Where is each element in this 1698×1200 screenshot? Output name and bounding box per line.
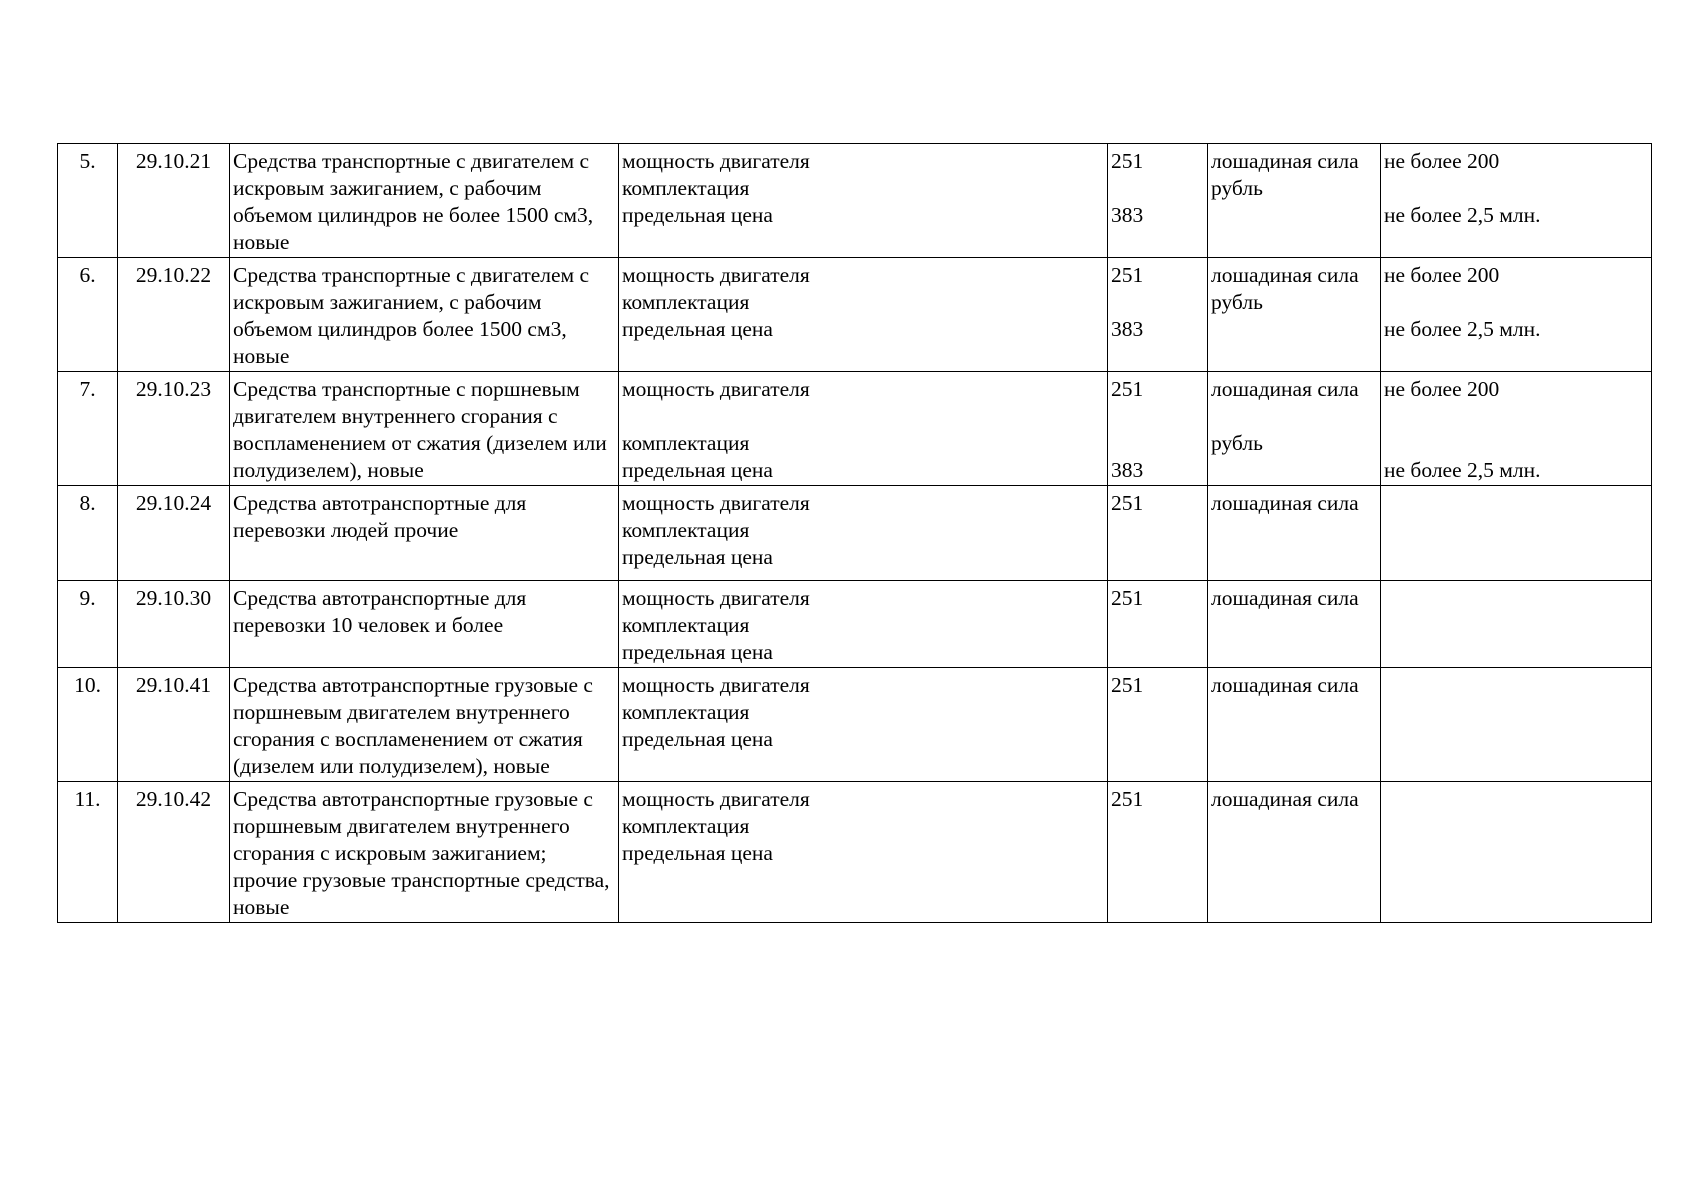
- table-row: [58, 668, 1652, 782]
- description-cell: [230, 144, 619, 258]
- value-cell: [1381, 486, 1652, 581]
- unit-name: [1211, 457, 1377, 484]
- characteristic-name: мощность двигателя: [622, 586, 810, 610]
- okei-code: 251: [1111, 787, 1144, 811]
- unit-cell: [1208, 782, 1381, 923]
- okei-code: [1111, 175, 1204, 202]
- okpd-code: 29.10.41: [135, 673, 212, 697]
- description-cell: [230, 782, 619, 923]
- unit-name: лошадиная сила: [1211, 377, 1359, 401]
- table-body: [58, 144, 1652, 923]
- item-description: Средства транспортные с двигателем с искровым зажиганием, с рабочим объемом цилиндров более 1500 см3, новые: [233, 263, 590, 368]
- characteristic-name: комплектация: [622, 176, 750, 200]
- value-cell: [1381, 581, 1652, 668]
- row-number: 10.: [74, 673, 101, 697]
- item-description: Средства транспортные с двигателем с искровым зажиганием, с рабочим объемом цилиндров не более 1500 см3, новые: [233, 149, 594, 254]
- characteristic-name: мощность двигателя: [622, 673, 810, 697]
- item-description: Средства автотранспортные грузовые с поршневым двигателем внутреннего сгорания с искровым зажиганием; прочие грузовые транспортные средства, новые: [233, 787, 610, 919]
- okpd-code-cell: [118, 486, 230, 581]
- okei-code-cell: [1108, 581, 1208, 668]
- okpd-code-cell: [118, 372, 230, 486]
- characteristic-name: комплектация: [622, 518, 750, 542]
- table-row: [58, 258, 1652, 372]
- characteristic-name: мощность двигателя: [622, 787, 810, 811]
- characteristic-name: комплектация: [622, 700, 750, 724]
- okei-code-cell: [1108, 372, 1208, 486]
- characteristic-name: предельная цена: [622, 640, 773, 664]
- okei-code: [1111, 289, 1204, 316]
- characteristic-name: предельная цена: [622, 727, 773, 751]
- row-number: 9.: [79, 586, 96, 610]
- okei-code: 251: [1111, 491, 1144, 515]
- row-number: 11.: [74, 787, 101, 811]
- value-cell: [1381, 782, 1652, 923]
- okpd-code: 29.10.22: [135, 263, 212, 287]
- description-cell: [230, 486, 619, 581]
- okei-code-cell: [1108, 258, 1208, 372]
- okpd-code-cell: [118, 144, 230, 258]
- value-cell: [1381, 258, 1652, 372]
- characteristics-cell: [619, 668, 1108, 782]
- row-number-cell: [58, 258, 118, 372]
- limit-value: [1384, 289, 1648, 316]
- unit-cell: [1208, 258, 1381, 372]
- unit-name: рубль: [1211, 290, 1263, 314]
- description-cell: [230, 668, 619, 782]
- unit-cell: [1208, 486, 1381, 581]
- transport-requirements-table: [57, 143, 1652, 923]
- okei-code: 383: [1111, 458, 1144, 482]
- characteristic-name: комплектация: [622, 613, 750, 637]
- table-row: [58, 486, 1652, 581]
- item-description: Средства автотранспортные для перевозки людей прочие: [233, 491, 527, 542]
- characteristics-cell: [619, 258, 1108, 372]
- characteristic-name: комплектация: [622, 814, 750, 838]
- characteristic-name: предельная цена: [622, 458, 773, 482]
- okei-code: 383: [1111, 203, 1144, 227]
- characteristic-name: предельная цена: [622, 545, 773, 569]
- characteristics-cell: [619, 372, 1108, 486]
- okpd-code-cell: [118, 782, 230, 923]
- row-number: 8.: [79, 491, 96, 515]
- row-number-cell: [58, 581, 118, 668]
- item-description: Средства транспортные с поршневым двигателем внутреннего сгорания с воспламенением от сжатия (дизелем или полудизелем), новые: [233, 377, 607, 482]
- okei-code: 383: [1111, 317, 1144, 341]
- characteristics-cell: [619, 782, 1108, 923]
- row-number-cell: [58, 668, 118, 782]
- row-number-cell: [58, 782, 118, 923]
- limit-value: не более 2,5 млн.: [1384, 317, 1541, 341]
- item-description: Средства автотранспортные грузовые с поршневым двигателем внутреннего сгорания с воспламенением от сжатия (дизелем или полудизелем), новые: [233, 673, 593, 778]
- okpd-code: 29.10.30: [135, 586, 212, 610]
- row-number-cell: [58, 486, 118, 581]
- okpd-code: 29.10.23: [135, 377, 212, 401]
- characteristic-name: предельная цена: [622, 841, 773, 865]
- table-row: [58, 144, 1652, 258]
- okei-code: 251: [1111, 586, 1144, 610]
- characteristics-cell: [619, 486, 1108, 581]
- characteristic-name: предельная цена: [622, 317, 773, 341]
- unit-name: [1211, 202, 1377, 229]
- characteristic-name: предельная цена: [622, 203, 773, 227]
- okei-code: 251: [1111, 149, 1144, 173]
- table-row: [58, 581, 1652, 668]
- characteristics-cell: [619, 581, 1108, 668]
- okpd-code-cell: [118, 668, 230, 782]
- unit-cell: [1208, 668, 1381, 782]
- table-row: [58, 372, 1652, 486]
- value-cell: [1381, 668, 1652, 782]
- characteristic-name: [622, 403, 1104, 430]
- limit-value: [1384, 430, 1648, 457]
- okei-code: [1111, 403, 1204, 430]
- characteristic-name: мощность двигателя: [622, 149, 810, 173]
- okpd-code-cell: [118, 258, 230, 372]
- okpd-code-cell: [118, 581, 230, 668]
- characteristics-cell: [619, 144, 1108, 258]
- okei-code: 251: [1111, 377, 1144, 401]
- table-row: [58, 782, 1652, 923]
- characteristic-name: мощность двигателя: [622, 377, 810, 401]
- row-number: 7.: [79, 377, 96, 401]
- limit-value: не более 200: [1384, 263, 1500, 287]
- limit-value: не более 2,5 млн.: [1384, 458, 1541, 482]
- okpd-code: 29.10.24: [135, 491, 212, 515]
- characteristic-name: комплектация: [622, 431, 750, 455]
- unit-name: лошадиная сила: [1211, 263, 1359, 287]
- okei-code-cell: [1108, 668, 1208, 782]
- description-cell: [230, 372, 619, 486]
- okei-code: 251: [1111, 263, 1144, 287]
- unit-name: лошадиная сила: [1211, 673, 1359, 697]
- row-number-cell: [58, 372, 118, 486]
- characteristic-name: мощность двигателя: [622, 263, 810, 287]
- unit-cell: [1208, 372, 1381, 486]
- okei-code-cell: [1108, 144, 1208, 258]
- okei-code: [1111, 430, 1204, 457]
- unit-name: лошадиная сила: [1211, 787, 1359, 811]
- limit-value: не более 200: [1384, 377, 1500, 401]
- row-number-cell: [58, 144, 118, 258]
- okei-code-cell: [1108, 782, 1208, 923]
- value-cell: [1381, 372, 1652, 486]
- limit-value: [1384, 403, 1648, 430]
- unit-cell: [1208, 581, 1381, 668]
- limit-value: не более 2,5 млн.: [1384, 203, 1541, 227]
- okpd-code: 29.10.42: [135, 787, 212, 811]
- description-cell: [230, 258, 619, 372]
- limit-value: [1384, 175, 1648, 202]
- item-description: Средства автотранспортные для перевозки 10 человек и более: [233, 586, 527, 637]
- row-number: 6.: [79, 263, 96, 287]
- unit-name: рубль: [1211, 431, 1263, 455]
- characteristic-name: комплектация: [622, 290, 750, 314]
- okei-code: 251: [1111, 673, 1144, 697]
- unit-name: лошадиная сила: [1211, 491, 1359, 515]
- unit-name: [1211, 403, 1377, 430]
- characteristic-name: мощность двигателя: [622, 491, 810, 515]
- okpd-code: 29.10.21: [135, 149, 212, 173]
- value-cell: [1381, 144, 1652, 258]
- limit-value: не более 200: [1384, 149, 1500, 173]
- unit-name: [1211, 316, 1377, 343]
- description-cell: [230, 581, 619, 668]
- unit-name: рубль: [1211, 176, 1263, 200]
- unit-cell: [1208, 144, 1381, 258]
- unit-name: лошадиная сила: [1211, 149, 1359, 173]
- row-number: 5.: [79, 149, 96, 173]
- okei-code-cell: [1108, 486, 1208, 581]
- unit-name: лошадиная сила: [1211, 586, 1359, 610]
